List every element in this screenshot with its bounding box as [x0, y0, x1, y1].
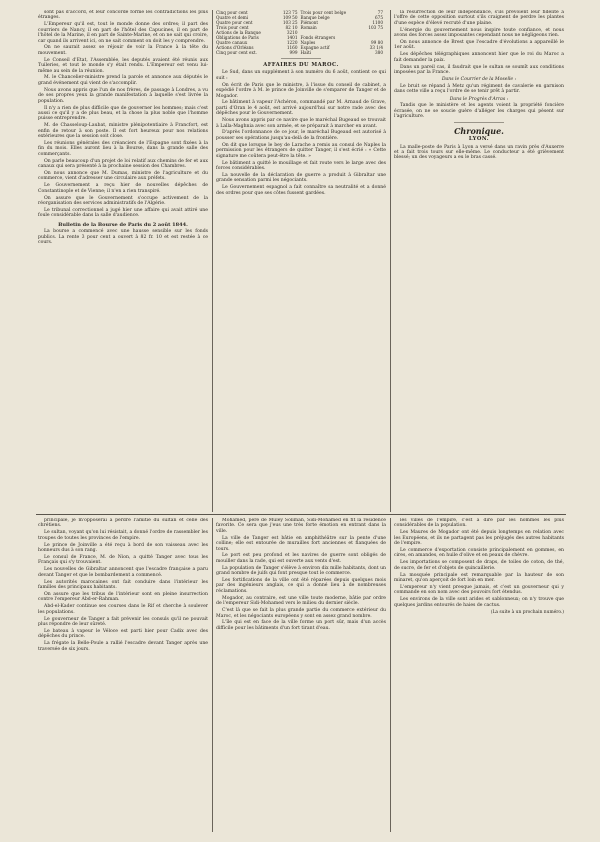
paragraph: Le Conseil d'Etat, l'Assemblée, les deputés avaient été réunis aux Tuileries, et tout le monde s'y était rendu. L'Empereur est venu lui-même au sein de la réunion. [38, 57, 208, 74]
paragraph: D'après l'ordonnance de ce jour, le maréchal Bugeaud est autorisé à pousser ses opérations jusqu'au-delà de la frontière. [216, 130, 386, 141]
security-price: 1401 [286, 35, 298, 40]
security-name: Obligations de Paris [216, 35, 259, 40]
paragraph: On ne saurait assez se réjouir de voir la France à la tête du mouvement. [38, 45, 208, 56]
province-heading: Dans le Progrès d'Arras : [449, 96, 509, 102]
column-6 [394, 518, 564, 832]
security-price: 675 [375, 15, 383, 20]
paragraph: Le bateau à vapeur le Véloce est parti hier pour Cadix avec des dépêches du prince. [38, 628, 208, 640]
column-rule [390, 518, 391, 832]
security-price: 123 75 [282, 10, 298, 15]
paragraph: Mohamed, père de Muley Soliman, Sidi-Mohamed en fit la résidence favorite. Ce sera que j'eus une très forte émotion en entrant dans la ville. [216, 518, 386, 534]
lyon-heading: LYON. [468, 136, 490, 143]
paragraph: Dans un pareil cas, il faudrait que le sultan se soumît aux conditions imposées par la France. [394, 64, 564, 76]
security-name: Quatre et demi [216, 15, 249, 20]
paragraph: Le sultan, voyant qu'on lui résistait, a donné l'ordre de rassembler les troupes de toutes les provinces de l'empire. [38, 530, 208, 541]
paragraph: Le Gouvernement espagnol a fait connaître sa neutralité et a donné des ordres pour que ses côtes fussent gardées. [216, 185, 386, 196]
paragraph: Nous avons appris que l'un de nos frères, de passage à Londres, a vu de ses propres yeux la grande manifestation à laquelle s'est livrée la population. [38, 87, 208, 104]
security-price: 380 [375, 50, 383, 55]
paragraph: On parle beaucoup d'un projet de loi relatif aux chemins de fer et aux canaux qui sera présenté à la prochaine session des Chambres. [38, 158, 208, 170]
paragraph: La malle-poste de Paris à Lyon a versé dans un ravin près d'Auxerre et a fait trois tours sur elle-même. Le conducteur a été grièvement blessé; un des voyageurs a eu le bras cassé. [394, 144, 564, 161]
paragraph: M. de Chasseloup-Laubat, ministre plénipotentiaire à Francfort, est enfin de retour à son poste. Il est fort heureux pour nos relations extérieures que la session soit close. [38, 123, 208, 140]
paragraph: Les réunions générales des créanciers de l'Espagne sont fixées à la fin du mois. Elles auront lieu à la Bourse, dans la grande salle des commerçants. [38, 140, 208, 157]
divider-ornament [454, 121, 504, 124]
gazette-heading: Dans le Courrier de la Moselle : [441, 77, 517, 83]
paragraph: La mosquée principale est remarquable par la hauteur de son minaret, qu'on aperçoit de fort loin en mer. [394, 572, 564, 584]
column-rule [212, 10, 213, 512]
security-name: Cinq pour cent [216, 10, 248, 15]
bourse-bulletin-title: Bulletin de la Bourse de Paris du 2 août 1844. [58, 221, 188, 228]
paragraph: Les autorités marocaines ont fait conduire dans l'intérieur les familles des principaux habitants. [38, 579, 208, 590]
paragraph: Les nouvelles de Gibraltar annoncent que l'escadre française a paru devant Tanger et que le bombardement a commencé. [38, 567, 208, 578]
paragraph: Il n'y a rien de plus difficile que de gouverner les hommes; mais c'est aussi ce qu'il y a de plus beau, et la chose la plus noble que l'homme puisse entreprendre. [38, 105, 208, 122]
price-table [216, 10, 386, 55]
paragraph: Les fortifications de la ville ont été réparées depuis quelques mois par des ingénieurs anglais, ce qui a donné lieu à de nombreuses réclamations. [216, 578, 386, 594]
security-price: 33 1/4 [369, 45, 383, 50]
column-rule [390, 10, 391, 512]
paragraph: Le Gouvernement a reçu hier de nouvelles dépêches de Constantinople et de Vienne; il n'en a rien transpiré. [38, 183, 208, 194]
security-price: 103 25 [282, 20, 298, 25]
paragraph: Les importations se composent de draps, de toiles de coton, de thé, de sucre, de fer et d'objets de quincaillerie. [394, 560, 564, 571]
security-name: Fonds étrangers [300, 35, 336, 40]
paragraph: Mogador, au contraire, est une ville toute moderne, bâtie par ordre de l'empereur Sidi-Mohamed vers le milieu du dernier siècle. [216, 595, 386, 607]
paragraph: La frégate la Belle-Poule a rallié l'escadre devant Tanger après une traversée de six jours. [38, 641, 208, 652]
paragraph: La population de Tanger s'élève à environ dix mille habitants, dont un grand nombre de juifs qui font presque tout le commerce. [216, 565, 386, 577]
continued-note: (La suite à un prochain numéro.) [490, 610, 564, 616]
paragraph: Le gouverneur de Tanger a fait prévenir les consuls qu'il ne pouvait plus répondre de leur sûreté. [38, 616, 208, 627]
paragraph: la résurrection de leur indépendance, s'ils prévoient leur fidélité à l'offre de cette opposition surtout s'ils craignent de perdre les plantes d'une espèce d'élevé recruté d'une plaine. [394, 10, 564, 26]
column-4 [38, 518, 208, 832]
paragraph: Le bâtiment a quitté le mouillage et fait route vers le large avec des forces considérables. [216, 160, 386, 171]
paragraph: La ville de Tanger est bâtie en amphithéâtre sur la pente d'une colline; elle est entourée de murailles fort anciennes et flanquées de tours. [216, 535, 386, 552]
paragraph: Le commerce d'exportation consiste principalement en gommes, en cires, en amandes, en huile d'olive et en peaux de chèvre. [394, 548, 564, 559]
paragraph: Les environs de la ville sont arides et sablonneux; on n'y trouve que quelques jardins entourés de haies de cactus. [394, 597, 564, 608]
paragraph: Les dépêches télégraphiques annoncent hier que le roi du Maroc a fait demander la paix. [394, 52, 564, 63]
security-price: 3210 [286, 30, 298, 35]
paragraph: L'empereur n'y vient presque jamais, et c'est un gouverneur qui y commande en son nom avec des pouvoirs fort étendus. [394, 584, 564, 596]
chronique-title: Chronique. [454, 125, 504, 136]
column-1 [38, 10, 208, 512]
security-name: Espagne actif [300, 45, 330, 50]
security-price: 103 75 [368, 25, 383, 30]
divider-ornament [281, 57, 321, 60]
security-name: Quatre pour cent [216, 20, 253, 25]
paragraph: Le bruit se répand à Metz qu'un régiment de cavalerie en garnison dans cette ville a reçu l'ordre de se tenir prêt à partir. [394, 83, 564, 95]
security-price: 109 50 [282, 15, 298, 20]
paragraph: Le bâtiment à vapeur l'Achéron, commandé par M. Arnaud de Grave, parti d'Oran le 4 août, est arrivé aujourd'hui sur notre rade avec des dépêches pour le Gouvernement. [216, 100, 386, 117]
paragraph: C'est là que se fait la plus grande partie du commerce extérieur du Maroc, et les négociants européens y sont en assez grand nombre. [216, 608, 386, 619]
column-3 [394, 10, 564, 512]
paragraph: La nouvelle de la déclaration de guerre a produit à Gibraltar une grande sensation parmi les négociants. [216, 172, 386, 184]
paragraph: Tandis que le ministère et les agents voient la propriété foncière écrasée, on ne se soucie guère d'alléger les charges qui pèsent sur l'agriculture. [394, 103, 564, 119]
security-name: Cinq pour cent ext. [216, 50, 257, 55]
security-price: 99 80 [371, 40, 383, 45]
security-name: Trois pour cent belge [300, 10, 347, 15]
security-name: Romain [300, 25, 317, 30]
column-rule [212, 518, 213, 832]
paragraph: On assure que le Gouvernement s'occupe activement de la réorganisation des services administratifs de l'Algérie. [38, 195, 208, 206]
paragraph: On nous annonce de Brest que l'escadre d'évolutions a appareillé le 1er août. [394, 40, 564, 51]
paragraph: Le consul de France, M. de Nion, a quitté Tanger avec tous les Français qui s'y trouvaient. [38, 554, 208, 566]
security-price: 1220 [286, 40, 298, 45]
paragraph: Le prince de Joinville a été reçu à bord de son vaisseau avec les honneurs dus à son rang. [38, 542, 208, 554]
security-name: Banque belge [300, 15, 330, 20]
security-name: Actions d'Orléans [216, 45, 254, 50]
price-row [216, 50, 386, 55]
paragraph: L'île qui est en face de la ville forme un port sûr, mais d'un accès difficile pour les bâtiments d'un fort tirant d'eau. [216, 620, 386, 631]
bourse-bulletin-text: La bourse a commencé avec une hausse sensible sur les fonds publics. La rente 3 pour cent a ouvert à 82 fr. 10 et est restée à ce cours. [38, 229, 208, 245]
paragraph: On écrit de Paris que le ministre, à l'issue du conseil de cabinet, a expédié l'ordre à M. le prince de Joinville de s'emparer de Tanger et de Mogador. [216, 82, 386, 99]
paragraph: On dit que lorsque le bey de Larache a remis au consul de Naples la permission pour les étrangers de quitter Tanger, il s'est écrié : « Cette signature me coûtera peut-être la tête. » [216, 142, 386, 159]
security-price: 1100 [372, 20, 383, 25]
column-2 [216, 10, 386, 512]
paragraph: Le Sud, dans un supplément à son numéro du 6 août, contient ce qui suit : [216, 70, 386, 81]
paragraph: sont pas d'accord, et leur concorde forme les contradictions les plus étranges. [38, 10, 208, 21]
paragraph: Abd-el-Kader continue ses courses dans le Rif et cherche à soulever les populations. [38, 604, 208, 615]
paragraph: L'énergie du gouvernement nous inspire toute confiance, et nous avons des forces assez imposantes cependant nous ne négligeons rien. [394, 27, 564, 39]
paragraph: L'Empereur qu'il est, tout le monde donne des ordres; il part des courriers de Nancy, il en part de l'hôtel des Capucines, il en part de l'hôtel de la Marine, il en part de Sainte-Marine, et on ne sait qui croire, car quand ils arrivent ici, on ne sait comment on doit les y comprendre. [38, 22, 208, 44]
paragraph: Les Maures de Mogador ont été depuis longtemps en relation avec les Européens, et ils ne partagent pas les préjugés des autres habitants de l'empire. [394, 530, 564, 547]
security-name: Quatre canaux [216, 40, 248, 45]
security-price: 1160 [286, 45, 298, 50]
security-price: 82 10 [285, 25, 298, 30]
paragraph: Le tribunal correctionnel a jugé hier une affaire qui avait attiré une foule considérable dans la salle d'audience. [38, 207, 208, 219]
security-name: Actions de la Banque [216, 30, 261, 35]
paragraph: On assure que les tribus de l'intérieur sont en pleine insurrection contre l'empereur Abd-er-Rahman. [38, 591, 208, 603]
paragraph: Le port est peu profond et les navires de guerre sont obligés de mouiller dans la rade, qui est ouverte aux vents d'est. [216, 553, 386, 564]
paragraph: les villes de l'empire, c'est à dire par les hommes les plus considérables de la population. [394, 518, 564, 529]
paragraph: M. le Chancelier-ministre prend la parole et annonce aux députés le grand événement qui vient de s'accomplir. [38, 75, 208, 86]
paragraph: On nous annonce que M. Dumas, ministre de l'agriculture et du commerce, vient d'adresser une circulaire aux préfets. [38, 170, 208, 182]
security-name: Naples [300, 40, 316, 45]
security-price: 999 [289, 50, 298, 55]
security-name: Trois pour cent [216, 25, 249, 30]
security-price: 77 [377, 10, 383, 15]
maroc-heading: AFFAIRES DU MAROC. [263, 62, 339, 68]
column-5 [216, 518, 386, 832]
security-name: Piémont [300, 20, 319, 25]
security-name: Haïti [300, 50, 312, 55]
section-divider [36, 514, 566, 515]
paragraph: Nous avons appris par ce navire que le maréchal Bugeaud se trouvait à Lalla-Maghnia avec son armée, et se préparait à marcher en avant. [216, 118, 386, 129]
paragraph: principale, je m'opposerai à perdre l'amitié du sultan et celle des chrétiens. [38, 518, 208, 529]
